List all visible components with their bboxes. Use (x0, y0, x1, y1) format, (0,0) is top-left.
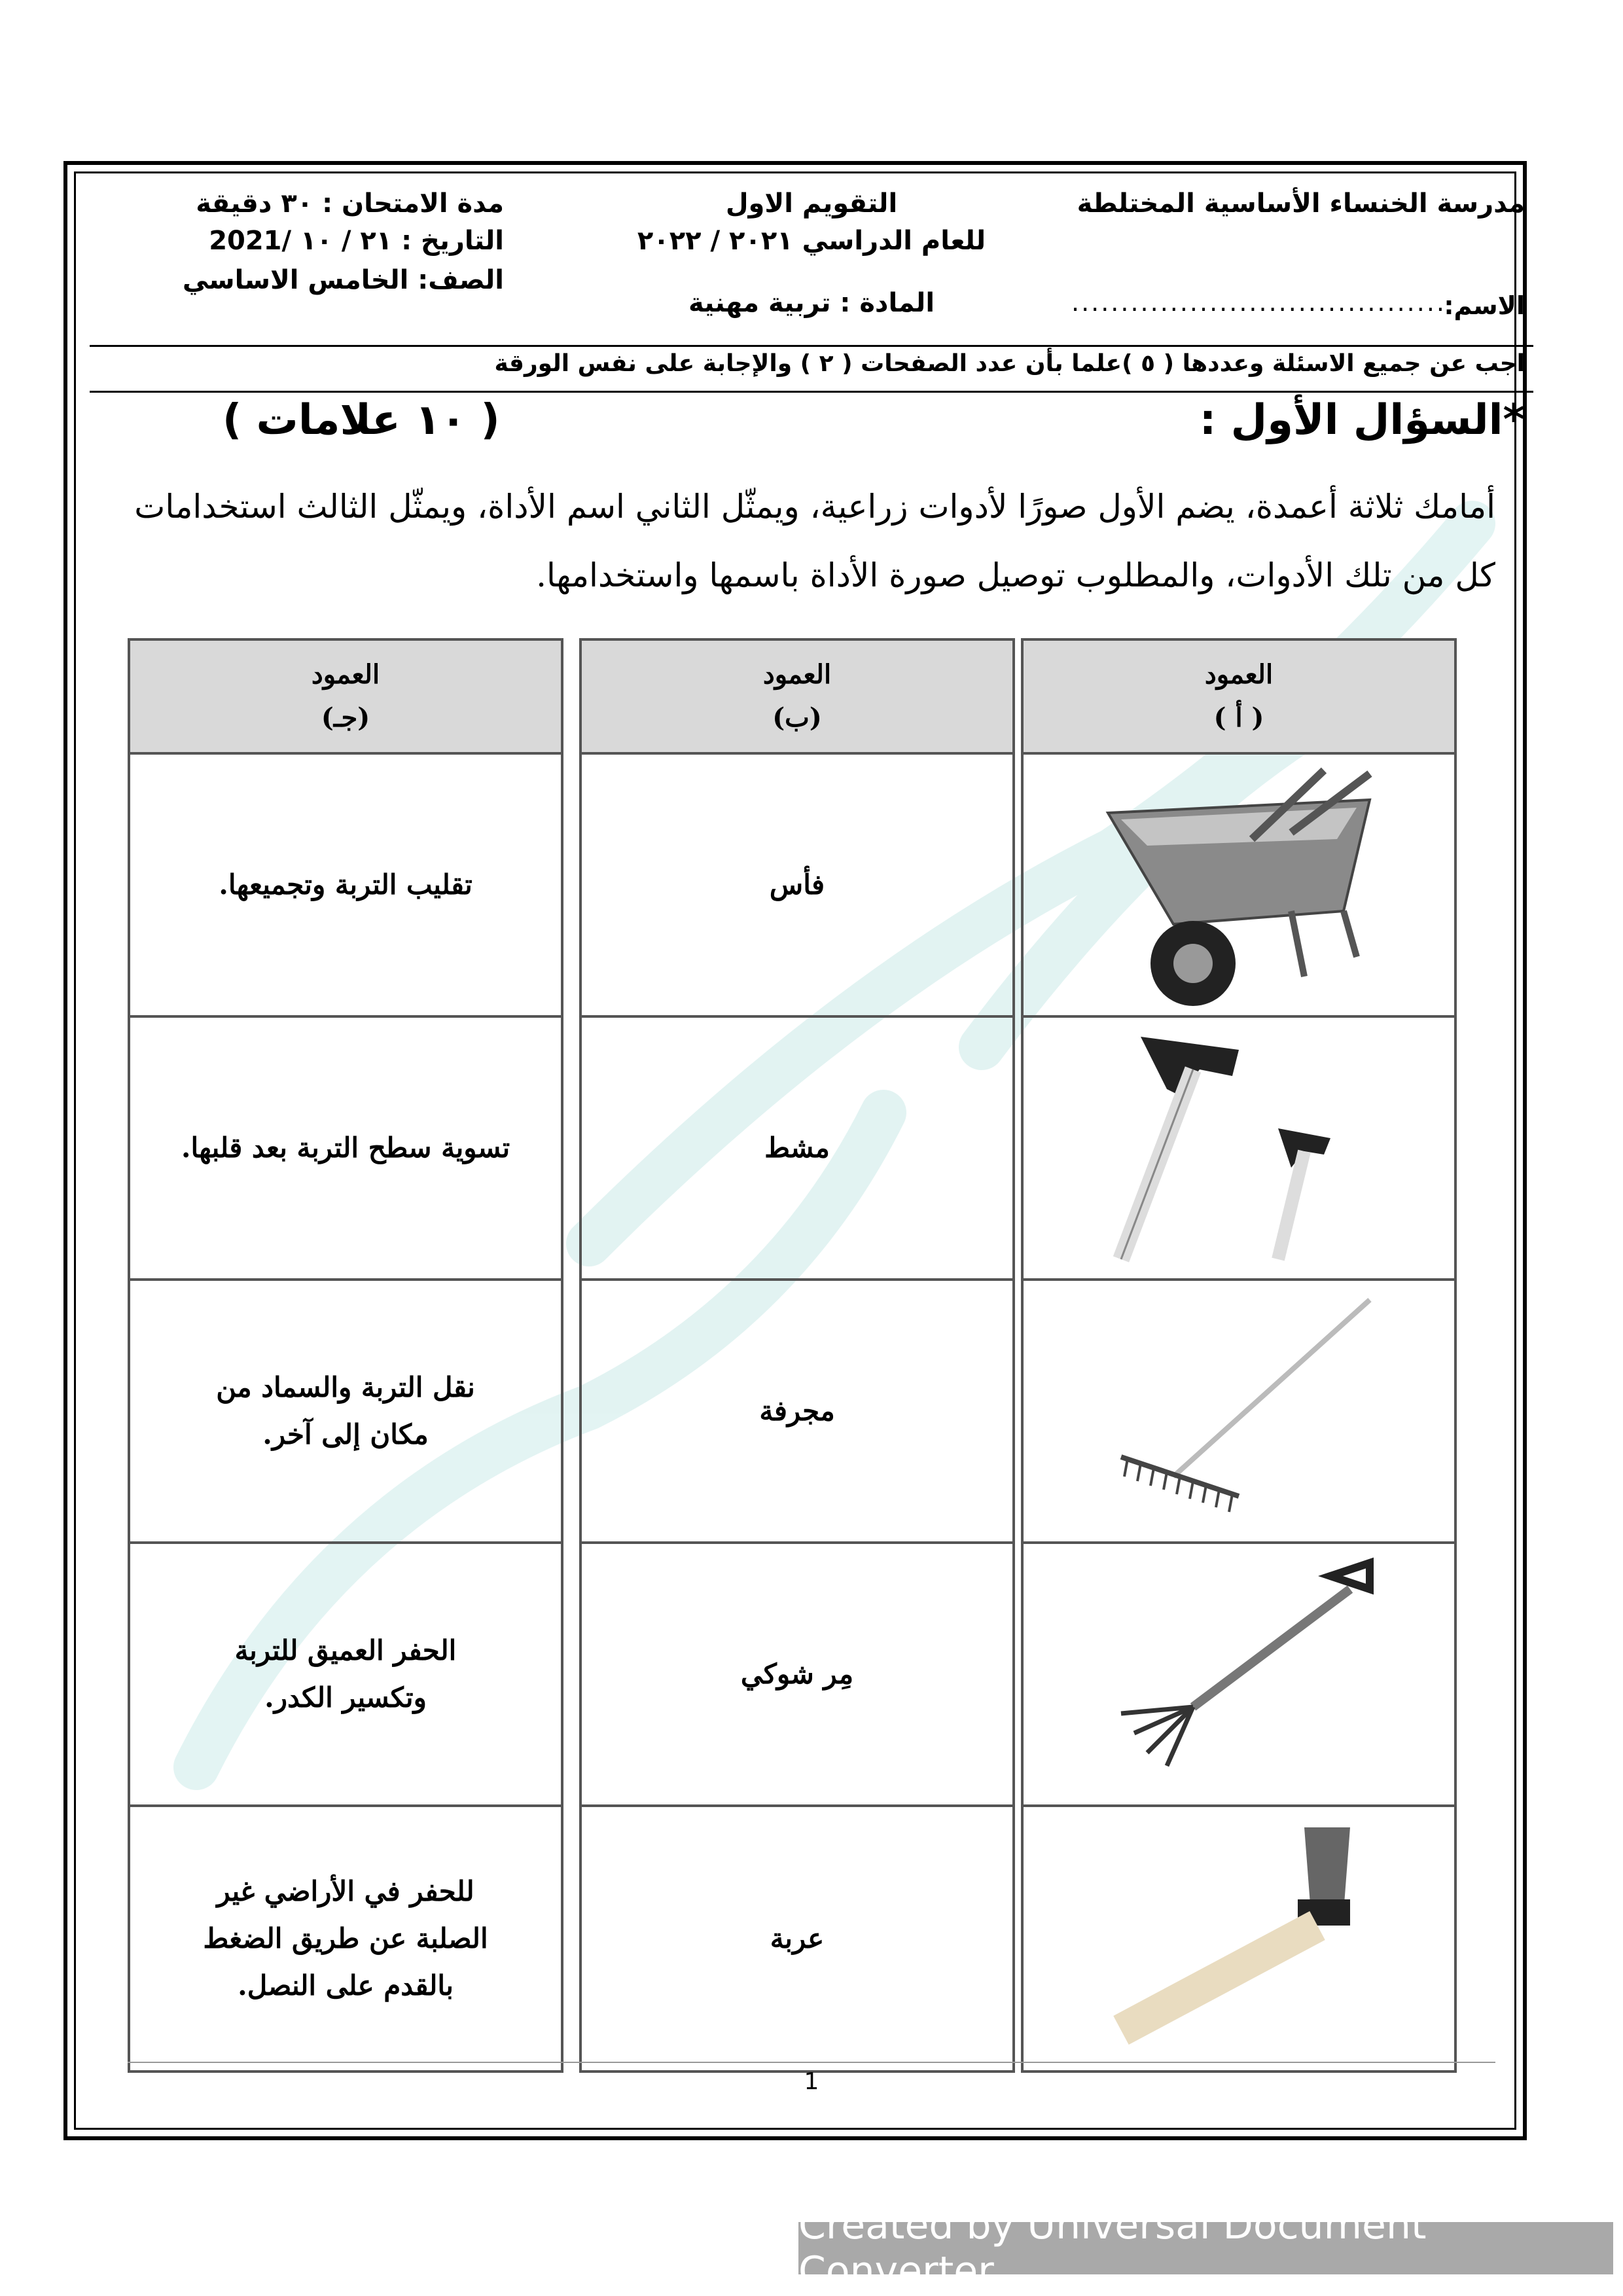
tool-use: تسوية سطح التربة بعد قلبها. (181, 1132, 510, 1164)
tool-name-cell[interactable] (582, 1544, 1012, 1807)
column-c-title: العمود (311, 659, 380, 690)
column-a-title: العمود (1204, 659, 1274, 690)
column-b (579, 638, 1015, 2073)
tool-name: مجرفة (759, 1395, 835, 1427)
exam-date: التاريخ : ٢١ / ١٠ /2021 (209, 226, 504, 256)
tool-use: نقل التربة والسماد من مكان إلى آخر. (216, 1371, 475, 1450)
image-cell[interactable] (1024, 1544, 1454, 1807)
tool-use-cell[interactable] (130, 1544, 561, 1807)
name-blank: ...................................... (1071, 288, 1446, 317)
divider-bottom (90, 391, 1533, 393)
academic-year: للعام الدراسي ٢٠٢١ / ٢٠٢٢ (637, 226, 986, 256)
column-a-header (1024, 641, 1454, 755)
tool-name: مِر شوكي (740, 1658, 854, 1690)
tool-name-cell[interactable] (582, 1281, 1012, 1544)
tool-use: الحفر العميق للتربة وتكسير الكدر. (234, 1634, 457, 1713)
footer-divider (128, 2062, 1495, 2063)
question-paragraph-line2: كل من تلك الأدوات، والمطلوب توصيل صورة الأداة باسمها واستخدامها. (536, 556, 1495, 594)
name-label: الاسم: (1444, 291, 1525, 320)
tool-use-cell[interactable] (130, 755, 561, 1018)
tool-name: مشط (764, 1132, 830, 1164)
evaluation-title: التقويم الاول (725, 188, 898, 219)
question-marks: ( ١٠ علامات ) (223, 396, 500, 444)
grade-label: الصف: الخامس الاساسي (182, 265, 504, 295)
hoe-icon (1095, 1024, 1383, 1272)
image-cell[interactable] (1024, 1807, 1454, 2070)
column-a-letter: ( أ ) (1213, 702, 1264, 733)
question-paragraph-line1: أمامك ثلاثة أعمدة، يضم الأول صورًا لأدوات زراعية، ويمثّل الثاني اسم الأداة، ويمثّل الثالث استخدامات (134, 488, 1495, 526)
column-c-letter: (جـ) (321, 702, 370, 733)
tool-use-cell[interactable] (130, 1018, 561, 1281)
tool-name-cell[interactable] (582, 1807, 1012, 2070)
column-c-header (130, 641, 561, 755)
tool-name-cell[interactable] (582, 755, 1012, 1018)
wheelbarrow-icon (1095, 761, 1383, 1009)
image-cell[interactable] (1024, 1281, 1454, 1544)
tool-use-cell[interactable] (130, 1807, 561, 2070)
school-name: مدرسة الخنساء الأساسية المختلطة (1077, 188, 1525, 219)
column-b-header (582, 641, 1012, 755)
rake-icon (1095, 1287, 1383, 1535)
page-number: 1 (804, 2068, 819, 2095)
tool-name: فأس (769, 869, 825, 901)
tool-use-cell[interactable] (130, 1281, 561, 1544)
subject: المادة : تربية مهنية (688, 288, 935, 318)
column-c (128, 638, 563, 2073)
tool-use: تقليب التربة وتجميعها. (219, 869, 473, 901)
question-title: *السؤال الأول : (1199, 396, 1525, 444)
mattock-icon (1095, 1814, 1383, 2063)
divider-top (90, 345, 1533, 347)
converter-watermark: Created by Universal Document Converter (798, 2222, 1613, 2274)
column-a (1021, 638, 1457, 2073)
column-b-title: العمود (762, 659, 832, 690)
image-cell[interactable] (1024, 1018, 1454, 1281)
tool-name: عربة (770, 1922, 825, 1954)
instructions: اجب عن جميع الاسئلة وعددها ( ٥ )علما بأن عدد الصفحات ( ٢ ) والإجابة على نفس الورقة (494, 350, 1525, 377)
tool-use: للحفر في الأراضي غير الصلبة عن طريق الضغط بالقدم على النصل. (203, 1875, 488, 2001)
image-cell[interactable] (1024, 755, 1454, 1018)
pitchfork-icon (1095, 1550, 1383, 1799)
exam-duration: مدة الامتحان : ٣٠ دقيقة (196, 188, 504, 219)
tool-name-cell[interactable] (582, 1018, 1012, 1281)
column-b-letter: (ب) (772, 702, 822, 733)
